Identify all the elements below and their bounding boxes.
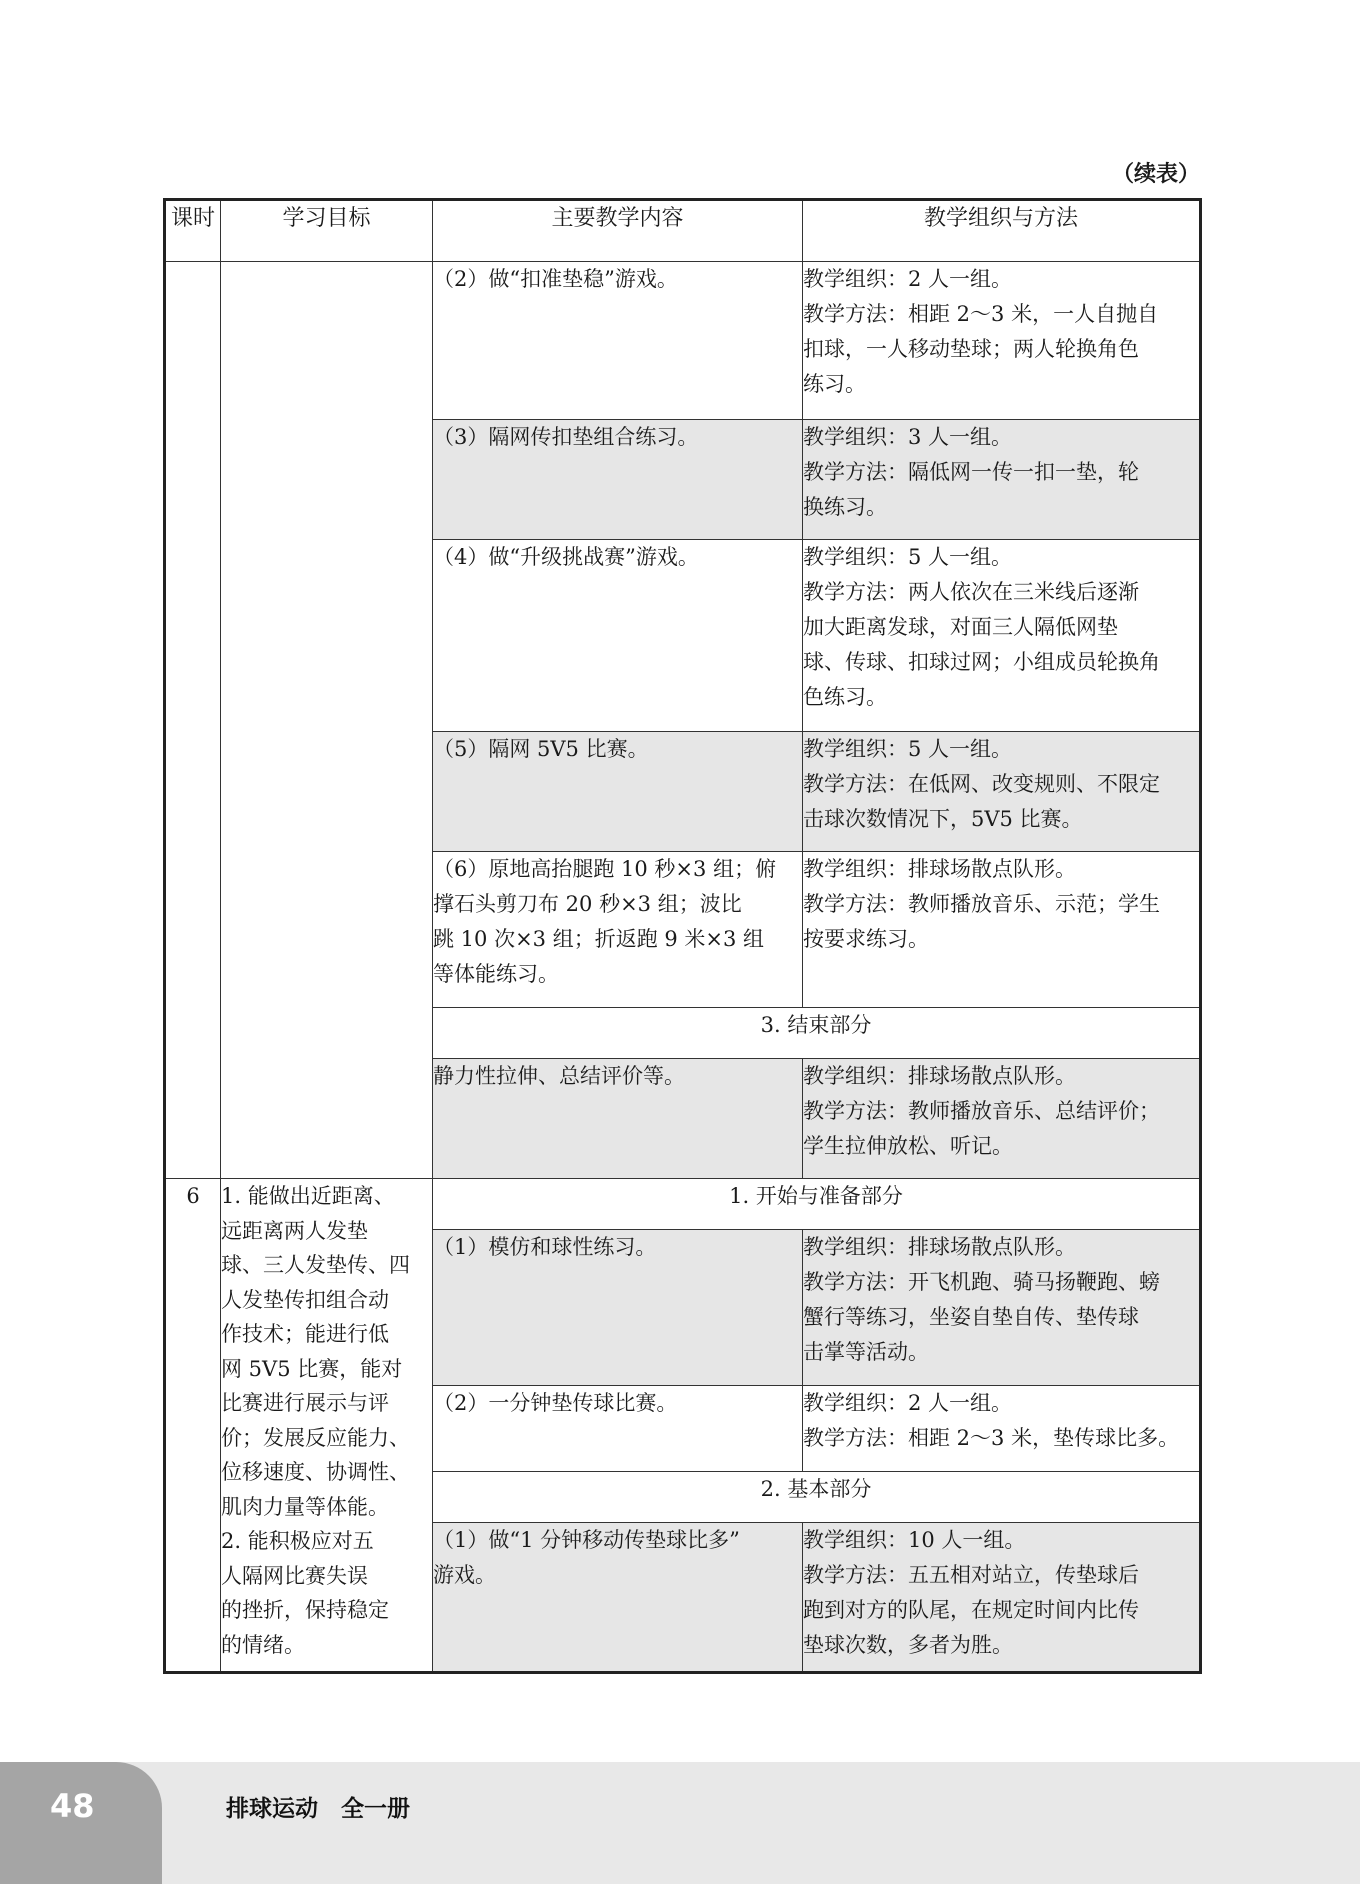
- content-cell: （5）隔网 5V5 比赛。: [433, 732, 803, 852]
- method-line: 扣球，一人移动垫球；两人轮换角色: [803, 337, 1139, 361]
- method-line: 教学方法：相距 2～3 米，一人自抛自: [803, 302, 1159, 326]
- goal-line: 人隔网比赛失误: [221, 1563, 368, 1588]
- table-header-row: [165, 200, 1201, 262]
- method-line: 跑到对方的队尾，在规定时间内比传: [803, 1598, 1139, 1622]
- content-line: （6）原地高抬腿跑 10 秒×3 组；俯: [433, 857, 777, 881]
- method-line: 垫球次数，多者为胜。: [803, 1633, 1013, 1657]
- method-line: 教学方法：教师播放音乐、示范；学生: [803, 892, 1160, 916]
- content-cell: （3）隔网传扣垫组合练习。: [433, 420, 803, 540]
- method-cell: [803, 852, 1201, 1008]
- method-line: 蟹行等练习，坐姿自垫自传、垫传球: [803, 1305, 1139, 1329]
- continuation-note: （续表）: [1111, 162, 1200, 187]
- header-goals: 学习目标: [221, 200, 433, 262]
- method-line: 教学组织：2 人一组。: [803, 267, 1013, 291]
- content-cell: 静力性拉伸、总结评价等。: [433, 1059, 803, 1179]
- method-line: 教学方法：教师播放音乐、总结评价；: [803, 1099, 1160, 1123]
- method-line: 教学方法：相距 2～3 米，垫传球比多。: [803, 1426, 1180, 1450]
- method-line: 加大距离发球，对面三人隔低网垫: [803, 615, 1118, 639]
- content-cell: （1）模仿和球性练习。: [433, 1230, 803, 1386]
- goal-line: 远距离两人发垫: [221, 1218, 368, 1243]
- goal-line: 球、三人发垫传、四: [221, 1253, 410, 1277]
- method-cell: [803, 262, 1201, 420]
- goal-line: 2. 能积极应对五: [221, 1529, 374, 1553]
- content-line: 跳 10 次×3 组；折返跑 9 米×3 组: [433, 927, 765, 951]
- header-content: 主要教学内容: [433, 200, 803, 262]
- goal-line: 作技术；能进行低: [221, 1322, 389, 1346]
- learning-goals-cell: [221, 1179, 433, 1673]
- lesson-cell-empty: [165, 262, 221, 1179]
- page-number: 48: [50, 1787, 95, 1825]
- goal-line: 肌肉力量等体能。: [221, 1494, 389, 1519]
- header-lesson: 课时: [165, 200, 221, 262]
- method-line: 击掌等活动。: [803, 1340, 929, 1364]
- method-line: 教学组织：5 人一组。: [803, 737, 1013, 761]
- method-line: 教学方法：隔低网一传一扣一垫，轮: [803, 460, 1139, 484]
- content-line: 撑石头剪刀布 20 秒×3 组；波比: [433, 892, 742, 916]
- method-cell: [803, 1059, 1201, 1179]
- goals-cell-empty: [221, 262, 433, 1179]
- method-line: 教学组织：排球场散点队形。: [803, 1235, 1076, 1259]
- goal-line: 1. 能做出近距离、: [221, 1184, 395, 1208]
- goal-line: 人发垫传扣组合动: [221, 1287, 389, 1312]
- method-cell: [803, 1230, 1201, 1386]
- goal-line: 价；发展反应能力、: [221, 1425, 410, 1450]
- method-line: 球、传球、扣球过网；小组成员轮换角: [803, 650, 1160, 674]
- method-line: 换练习。: [803, 495, 887, 519]
- method-cell: [803, 1386, 1201, 1472]
- content-line: 游戏。: [433, 1563, 496, 1587]
- content-cell: （4）做“升级挑战赛”游戏。: [433, 540, 803, 732]
- lesson-number: 6: [165, 1179, 221, 1673]
- goal-line: 的挫折，保持稳定: [221, 1598, 389, 1622]
- method-line: 教学组织：2 人一组。: [803, 1391, 1013, 1415]
- method-cell: [803, 732, 1201, 852]
- method-line: 教学方法：在低网、改变规则、不限定: [803, 772, 1160, 796]
- method-line: 教学方法：五五相对站立，传垫球后: [803, 1563, 1139, 1587]
- content-cell: （2）做“扣准垫稳”游戏。: [433, 262, 803, 420]
- method-line: 色练习。: [803, 685, 887, 709]
- book-title: 排球运动 全一册: [226, 1796, 410, 1822]
- lesson-plan-table: [163, 198, 1202, 1674]
- method-cell: [803, 540, 1201, 732]
- method-line: 按要求练习。: [803, 927, 929, 951]
- method-line: 教学组织：排球场散点队形。: [803, 857, 1076, 881]
- content-line: （1）做“1 分钟移动传垫球比多”: [433, 1528, 740, 1552]
- method-line: 练习。: [803, 372, 866, 396]
- method-cell: [803, 1523, 1201, 1673]
- goal-line: 的情绪。: [221, 1632, 305, 1657]
- content-line: 等体能练习。: [433, 962, 559, 986]
- content-cell: [433, 852, 803, 1008]
- method-line: 学生拉伸放松、听记。: [803, 1134, 1013, 1158]
- section-heading-end: 3. 结束部分: [433, 1008, 1201, 1059]
- footer-band: [0, 1762, 1360, 1884]
- goal-line: 位移速度、协调性、: [221, 1460, 410, 1484]
- goal-line: 网 5V5 比赛，能对: [221, 1356, 403, 1381]
- goal-line: 比赛进行展示与评: [221, 1391, 389, 1415]
- method-line: 教学组织：排球场散点队形。: [803, 1064, 1076, 1088]
- section-row: [165, 1179, 1201, 1230]
- section-heading-start: 1. 开始与准备部分: [433, 1179, 1201, 1230]
- content-cell: [433, 1523, 803, 1673]
- method-line: 教学方法：两人依次在三米线后逐渐: [803, 580, 1139, 604]
- method-cell: [803, 420, 1201, 540]
- method-line: 教学组织：10 人一组。: [803, 1528, 1026, 1552]
- header-method: 教学组织与方法: [803, 200, 1201, 262]
- section-heading-basic: 2. 基本部分: [433, 1472, 1201, 1523]
- method-line: 击球次数情况下，5V5 比赛。: [803, 807, 1083, 831]
- table-row: [165, 262, 1201, 420]
- method-line: 教学方法：开飞机跑、骑马扬鞭跑、螃: [803, 1270, 1160, 1294]
- content-cell: （2）一分钟垫传球比赛。: [433, 1386, 803, 1472]
- method-line: 教学组织：5 人一组。: [803, 545, 1013, 569]
- method-line: 教学组织：3 人一组。: [803, 425, 1013, 449]
